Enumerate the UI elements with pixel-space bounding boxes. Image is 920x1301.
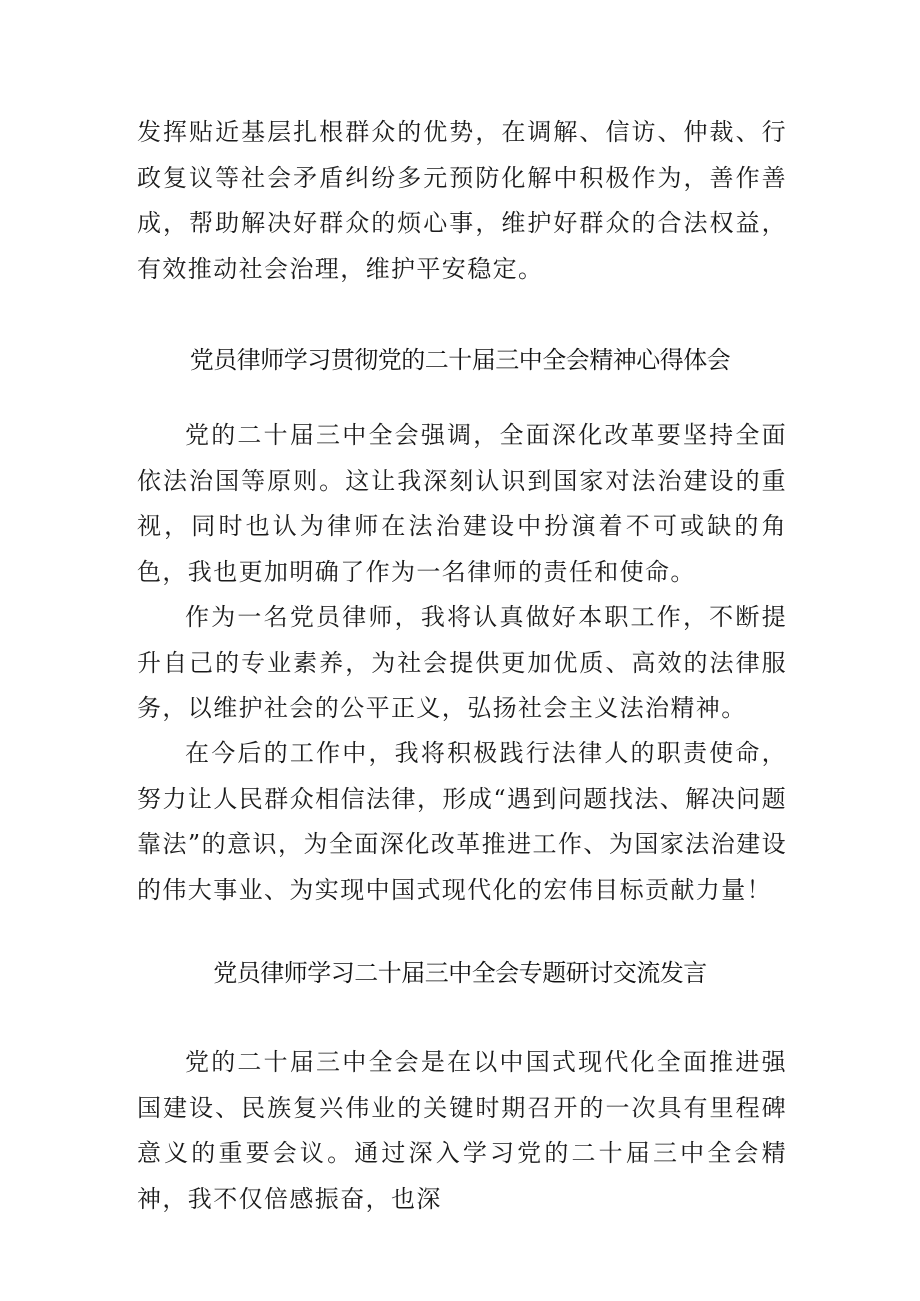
section1-paragraph-2: 作为一名党员律师，我将认真做好本职工作，不断提升自己的专业素养，为社会提供更加优质、高效的法律服务，以维护社会的公平正义，弘扬社会主义法治精神。: [137, 603, 787, 722]
intro-paragraph: 发挥贴近基层扎根群众的优势，在调解、信访、仲裁、行政复议等社会矛盾纠纷多元预防化解中积极作为，善作善成，帮助解决好群众的烦心事，维护好群众的合法权益，有效推动社会治理，维护平安稳定。: [137, 118, 787, 283]
section2-paragraph-1: 党的二十届三中全会是在以中国式现代化全面推进强国建设、民族复兴伟业的关键时期召开的一次具有里程碑意义的重要会议。通过深入学习党的二十届三中全会精神，我不仅倍感振奋，也深: [137, 1048, 787, 1213]
section1-paragraph-1: 党的二十届三中全会强调，全面深化改革要坚持全面依法治国等原则。这让我深刻认识到国家对法治建设的重视，同时也认为律师在法治建设中扮演着不可或缺的角色，我也更加明确了作为一名律师的责任和使命。: [137, 421, 787, 586]
section-title-experience: 党员律师学习贯彻党的二十届三中全会精神心得体会: [189, 346, 731, 374]
section1-paragraph-3: 在今后的工作中，我将积极践行法律人的职责使命，努力让人民群众相信法律，形成“遇到问题找法、解决问题靠法”的意识，为全面深化改革推进工作、为国家法治建设的伟大事业、为实现中国式现代化的宏伟目标贡献力量！: [137, 739, 787, 904]
section-title-seminar: 党员律师学习二十届三中全会专题研讨交流发言: [213, 959, 707, 987]
